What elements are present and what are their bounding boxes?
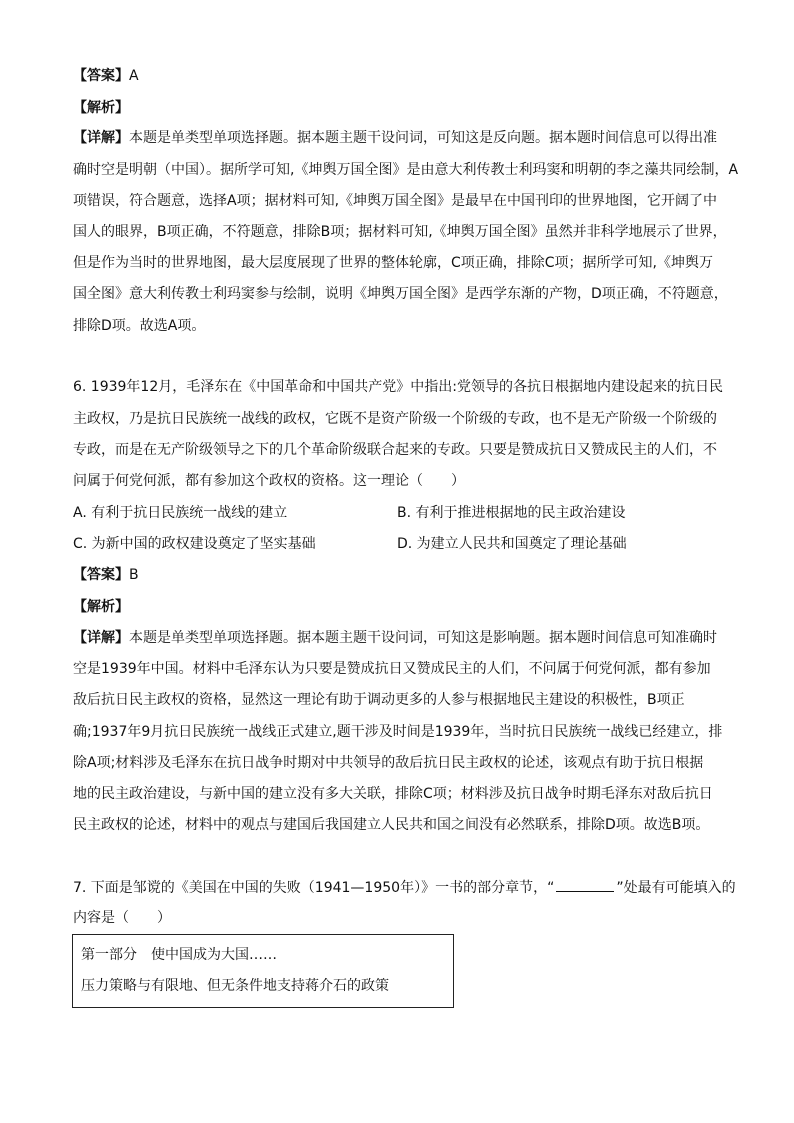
q6-detail-line: 空是1939年中国。材料中毛泽东认为只要是赞成抗日又赞成民主的人们，不问属于何党何派，都有参加 bbox=[73, 661, 711, 677]
option-d: D. 为建立人民共和国奠定了理论基础 bbox=[397, 536, 627, 552]
q5-detail-line: 国人的眼界，B项正确，不符题意，排除B项；据材料可知,《坤舆万国全图》虽然并非科学地展示了世界， bbox=[73, 224, 727, 240]
q6-detail-line: 地的民主政治建设，与新中国的建立没有多大关联，排除C项；材料涉及抗日战争时期毛泽东对敌后抗日 bbox=[73, 786, 713, 802]
answer-tag: 【答案】 bbox=[73, 68, 129, 84]
q7-stem-line: 7. 下面是邹谠的《美国在中国的失败（1941—1950年）》一书的部分章节，“ ”处最有可能填入的 bbox=[73, 877, 736, 898]
answer-value: A bbox=[129, 68, 139, 84]
detail-tag: 【详解】 bbox=[73, 630, 129, 646]
detail-tag: 【详解】 bbox=[73, 130, 129, 146]
q5-detail-line: 排除D项。故选A项。 bbox=[73, 318, 206, 334]
chapter-box bbox=[72, 934, 454, 1008]
q5-detail-line: 确时空是明朝（中国）。据所学可知,《坤舆万国全图》是由意大利传教士利玛窦和明朝的李之藻共同绘制，A bbox=[73, 162, 739, 178]
analysis-tag: 【解析】 bbox=[73, 100, 129, 116]
analysis-tag: 【解析】 bbox=[73, 599, 129, 615]
chapter-row: 第一部分 使中国成为大国…… bbox=[81, 947, 277, 963]
option-b: B. 有利于推进根据地的民主政治建设 bbox=[397, 505, 626, 521]
q6-stem-line: 问属于何党何派，都有参加这个政权的资格。这一理论（ ） bbox=[73, 473, 465, 489]
q5-detail-line: 【详解】本题是单类型单项选择题。据本题主题干设问词，可知这是反向题。据本题时间信息可以得出准 bbox=[73, 130, 717, 146]
answer-value: B bbox=[129, 567, 139, 583]
q7-stem-line: 内容是（ ） bbox=[73, 910, 171, 926]
q6-detail-line: 除A项;材料涉及毛泽东在抗日战争时期对中共领导的敌后抗日民主政权的论述，该观点有助于抗日根据 bbox=[73, 755, 704, 771]
q6-stem-line: 主政权，乃是抗日民族统一战线的政权，它既不是资产阶级一个阶级的专政，也不是无产阶级一个阶级的 bbox=[73, 411, 717, 427]
fill-blank bbox=[556, 877, 614, 892]
chapter-row: 压力策略与有限地、但无条件地支持蒋介石的政策 bbox=[81, 978, 389, 994]
q5-detail-line: 但是作为当时的世界地图，最大层度展现了世界的整体轮廓，C项正确，排除C项；据所学可知,《坤舆万 bbox=[73, 255, 713, 271]
option-c: C. 为新中国的政权建设奠定了坚实基础 bbox=[73, 536, 316, 552]
q6-answer-row bbox=[73, 565, 139, 585]
q6-stem-line: 专政，而是在无产阶级领导之下的几个革命阶级联合起来的专政。只要是赞成抗日又赞成民主的人们，不 bbox=[73, 442, 717, 458]
answer-tag: 【答案】 bbox=[73, 567, 129, 583]
q6-detail-line: 确;1937年9月抗日民族统一战线正式建立,题干涉及时间是1939年，当时抗日民族统一战线已经建立，排 bbox=[73, 724, 723, 740]
q5-detail-line: 项错误，符合题意，选择A项；据材料可知,《坤舆万国全图》是最早在中国刊印的世界地图，它开阔了中 bbox=[73, 193, 718, 209]
q6-detail-line: 【详解】本题是单类型单项选择题。据本题主题干设问词，可知这是影响题。据本题时间信息可知准确时 bbox=[73, 630, 717, 646]
q5-answer-row bbox=[73, 66, 139, 86]
q6-stem-line: 6. 1939年12月，毛泽东在《中国革命和中国共产党》中指出:党领导的各抗日根据地内建设起来的抗日民 bbox=[73, 379, 723, 395]
option-a: A. 有利于抗日民族统一战线的建立 bbox=[73, 505, 288, 521]
q5-detail-line: 国全图》意大利传教士利玛窦参与绘制，说明《坤舆万国全图》是西学东渐的产物，D项正确，不符题意， bbox=[73, 286, 728, 302]
q6-detail-line: 敌后抗日民主政权的资格，显然这一理论有助于调动更多的人参与根据地民主建设的积极性，B项正 bbox=[73, 692, 685, 708]
q6-detail-line: 民主政权的论述，材料中的观点与建国后我国建立人民共和国之间没有必然联系，排除D项。故选B项。 bbox=[73, 817, 710, 833]
